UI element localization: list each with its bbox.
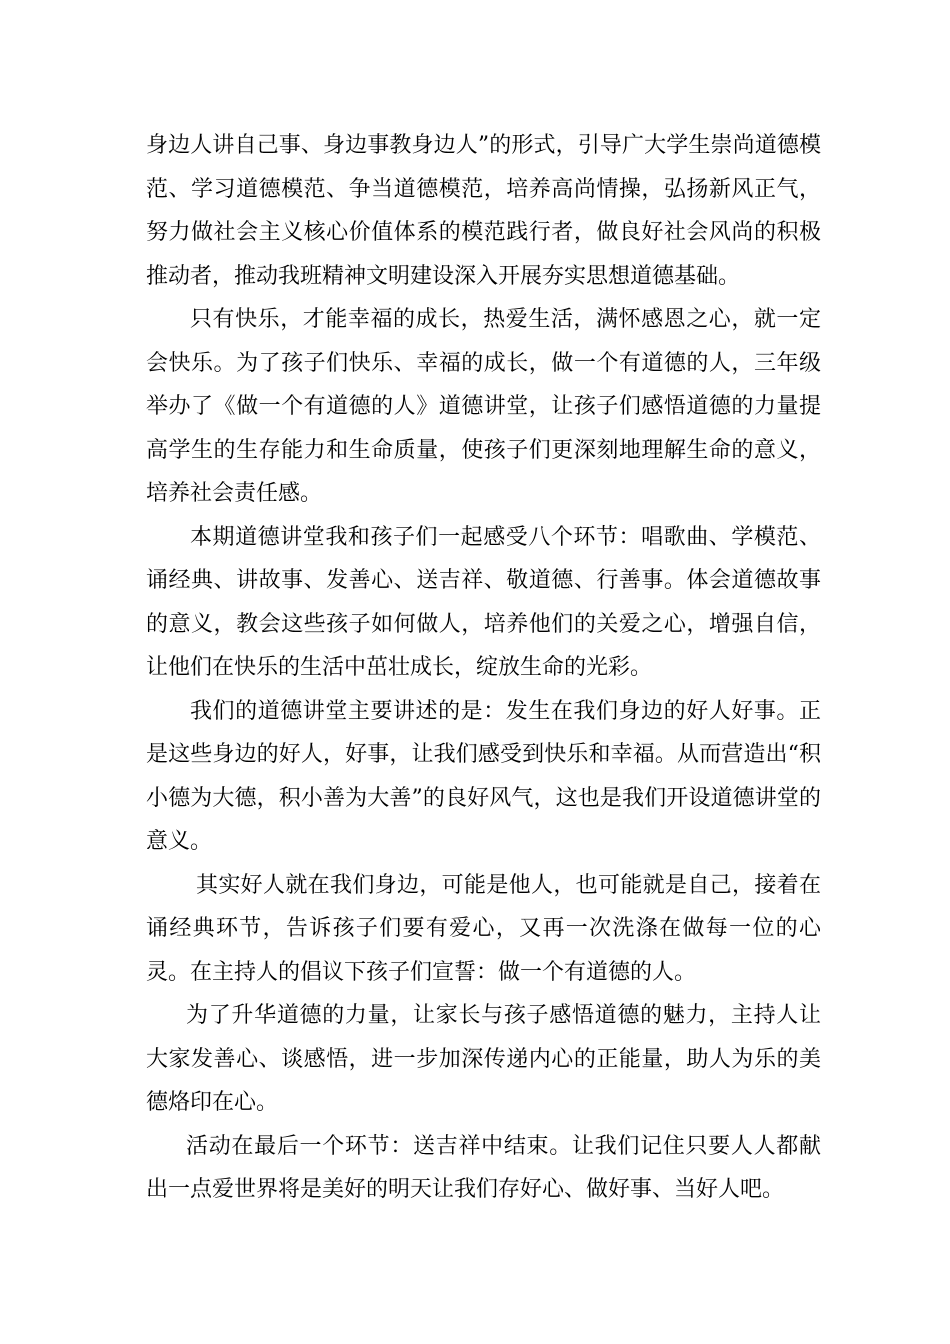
paragraph-conclusion: 活动在最后一个环节：送吉祥中结束。让我们记住只要人人都献出一点爱世界将是美好的明天让我们存好心、做好事、当好人吧。 [146,1133,821,1202]
paragraph-eight-steps: 本期道德讲堂我和孩子们一起感受八个环节：唱歌曲、学模范、诵经典、讲故事、发善心、送吉祥、敬道德、行善事。体会道德故事的意义，教会这些孩子如何做人，培养他们的关爱之心，增强自信，让他们在快乐的生活中茁壮成长，绽放生命的光彩。 [146,524,821,680]
paragraph-good-people: 其实好人就在我们身边，可能是他人，也可能就是自己，接着在诵经典环节，告诉孩子们要有爱心，又再一次洗涤在做每一位的心灵。在主持人的倡议下孩子们宣誓：做一个有道德的人。 [146,872,821,985]
paragraph-continuation: 身边人讲自己事、身边事教身边人”的形式，引导广大学生崇尚道德模范、学习道德模范、争当道德模范，培养高尚情操，弘扬新风正气，努力做社会主义核心价值体系的模范践行者，做良好社会风尚的积极推动者，推动我班精神文明建设深入开展夯实思想道德基础。 [146,133,821,289]
paragraph-sublimation: 为了升华道德的力量，让家长与孩子感悟道德的魅力，主持人让大家发善心、谈感悟，进一步加深传递内心的正能量，助人为乐的美德烙印在心。 [146,1003,821,1115]
paragraph-good-deeds: 我们的道德讲堂主要讲述的是：发生在我们身边的好人好事。正是这些身边的好人，好事，让我们感受到快乐和幸福。从而营造出“积小德为大德，积小善为大善”的良好风气，这也是我们开设道德讲堂的意义。 [146,698,821,854]
paragraph-happiness: 只有快乐，才能幸福的成长，热爱生活，满怀感恩之心，就一定会快乐。为了孩子们快乐、幸福的成长，做一个有道德的人，三年级举办了《做一个有道德的人》道德讲堂，让孩子们感悟道德的力量提高学生的生存能力和生命质量，使孩子们更深刻地理解生命的意义，培养社会责任感。 [146,307,821,506]
document-body [146,124,821,1212]
